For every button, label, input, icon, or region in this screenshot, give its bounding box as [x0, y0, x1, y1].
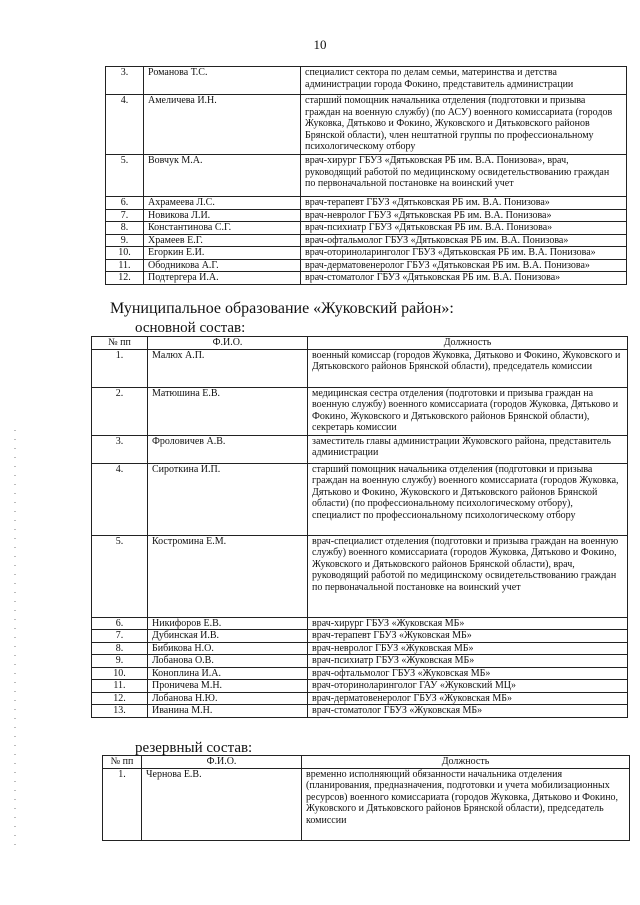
table-row [106, 95, 627, 155]
header-number: № пп [103, 756, 142, 769]
position-text: врач-психиатр ГБУЗ «Дятьковская РБ им. В.А. Понизова» [301, 222, 627, 235]
row-number: 1. [92, 349, 148, 387]
row-number: 5. [92, 535, 148, 617]
table-header-row [92, 337, 628, 350]
row-number: 13. [92, 705, 148, 718]
table-row [92, 705, 628, 718]
person-name: Егоркин Е.И. [144, 247, 301, 260]
person-name: Лобанова Н.Ю. [148, 692, 308, 705]
position-text: медицинская сестра отделения (подготовки и призыва граждан на военную службу) военного комиссариата (городов Жуковка, Дятьково и Фокино, Жуковского и Дятьковского районов Брянской области), секретарь комиссии [308, 387, 628, 435]
person-name: Матюшина Е.В. [148, 387, 308, 435]
row-number: 10. [92, 667, 148, 680]
header-number: № пп [92, 337, 148, 350]
position-text: врач-стоматолог ГБУЗ «Жуковская МБ» [308, 705, 628, 718]
row-number: 12. [92, 692, 148, 705]
position-text: врач-терапевт ГБУЗ «Дятьковская РБ им. В.А. Понизова» [301, 197, 627, 210]
row-number: 11. [106, 259, 144, 272]
table-row [106, 247, 627, 260]
header-position: Должность [308, 337, 628, 350]
table-row [92, 349, 628, 387]
row-number: 7. [106, 209, 144, 222]
row-number: 6. [92, 617, 148, 630]
person-name: Дубинская И.В. [148, 630, 308, 643]
header-name: Ф.И.О. [148, 337, 308, 350]
position-text: врач-хирург ГБУЗ «Дятьковская РБ им. В.А. Понизова», врач, руководящий работой по медицинскому освидетельствованию граждан по первоначальной постановке на воинский учет [301, 155, 627, 197]
page-number: 10 [313, 37, 327, 52]
position-text: старший помощник начальника отделения (подготовки и призыва граждан на военную службу) военного комиссариата (городов Жуковка, Дятьково и Фокино, Жуковского и Дятьковского районов Брянской области) (по профессиональному психологическому отбору), специалист по профессиональному психологическому отбору [308, 463, 628, 535]
table-row [103, 768, 630, 840]
table-row [106, 222, 627, 235]
row-number: 3. [92, 435, 148, 463]
person-name: Бибикова Н.О. [148, 642, 308, 655]
row-number: 1. [103, 768, 142, 840]
person-name: Чернова Е.В. [142, 768, 302, 840]
table-row [92, 680, 628, 693]
row-number: 4. [106, 95, 144, 155]
commission-table-reserve [102, 755, 630, 841]
table-row [92, 667, 628, 680]
row-number: 4. [92, 463, 148, 535]
binding-margin-dots [14, 430, 16, 850]
position-text: врач-дерматовенеролог ГБУЗ «Дятьковская РБ им. В.А. Понизова» [301, 259, 627, 272]
person-name: Фроловичев А.В. [148, 435, 308, 463]
row-number: 9. [106, 234, 144, 247]
commission-table-main [91, 336, 628, 718]
table-row [92, 692, 628, 705]
person-name: Сироткина И.П. [148, 463, 308, 535]
row-number: 2. [92, 387, 148, 435]
table-row [92, 435, 628, 463]
table-row [106, 259, 627, 272]
row-number: 9. [92, 655, 148, 668]
commission-table-dyatkovo [105, 66, 627, 285]
position-text: врач-специалист отделения (подготовки и призыва граждан на военную службу) военного комиссариата (городов Жуковка, Дятьково и Фокино, Жуковского и Дятьковского районов Брянской области), врач, руководящий работой по медицинскому освидетельствованию граждан по первоначальной постановке на воинский учет [308, 535, 628, 617]
position-text: временно исполняющий обязанности начальника отделения (планирования, предназначения, подготовки и учета мобилизационных ресурсов) военного комиссариата (городов Жуковка, Дятьково и Фокино, Жуковского и Дятьковского районов Брянской области), председатель комиссии [302, 768, 630, 840]
reserve-composition-label: резервный состав: [135, 740, 253, 756]
person-name: Ободникова А.Г. [144, 259, 301, 272]
position-text: врач-терапевт ГБУЗ «Жуковская МБ» [308, 630, 628, 643]
person-name: Подтергера И.А. [144, 272, 301, 285]
person-name: Константинова С.Г. [144, 222, 301, 235]
person-name: Амеличева И.Н. [144, 95, 301, 155]
position-text: военный комиссар (городов Жуковка, Дятьково и Фокино, Жуковского и Дятьковского районов Брянской области), председатель комиссии [308, 349, 628, 387]
person-name: Ахрамеева Л.С. [144, 197, 301, 210]
person-name: Костромина Е.М. [148, 535, 308, 617]
person-name: Лобанова О.В. [148, 655, 308, 668]
person-name: Романова Т.С. [144, 67, 301, 95]
row-number: 7. [92, 630, 148, 643]
person-name: Новикова Л.И. [144, 209, 301, 222]
row-number: 5. [106, 155, 144, 197]
main-composition-label: основной состав: [135, 320, 246, 336]
table-row [92, 387, 628, 435]
table-header-row [103, 756, 630, 769]
section-heading: Муниципальное образование «Жуковский район»: [110, 300, 454, 317]
table-row [92, 642, 628, 655]
table-row [106, 272, 627, 285]
position-text: врач-оториноларинголог ГАУ «Жуковский МЦ» [308, 680, 628, 693]
position-text: врач-психиатр ГБУЗ «Жуковская МБ» [308, 655, 628, 668]
table-row [92, 535, 628, 617]
table-row [106, 197, 627, 210]
position-text: врач-офтальмолог ГБУЗ «Дятьковская РБ им. В.А. Понизова» [301, 234, 627, 247]
row-number: 6. [106, 197, 144, 210]
table-row [92, 630, 628, 643]
position-text: врач-офтальмолог ГБУЗ «Жуковская МБ» [308, 667, 628, 680]
table-row [92, 655, 628, 668]
row-number: 12. [106, 272, 144, 285]
row-number: 3. [106, 67, 144, 95]
table-row [92, 463, 628, 535]
table-row [106, 67, 627, 95]
table-row [106, 234, 627, 247]
header-position: Должность [302, 756, 630, 769]
row-number: 8. [106, 222, 144, 235]
row-number: 8. [92, 642, 148, 655]
position-text: заместитель главы администрации Жуковского района, представитель администрации [308, 435, 628, 463]
person-name: Никифоров Е.В. [148, 617, 308, 630]
position-text: врач-дерматовенеролог ГБУЗ «Жуковская МБ» [308, 692, 628, 705]
person-name: Коноплина И.А. [148, 667, 308, 680]
position-text: врач-стоматолог ГБУЗ «Дятьковская РБ им. В.А. Понизова» [301, 272, 627, 285]
table-row [92, 617, 628, 630]
position-text: врач-невролог ГБУЗ «Жуковская МБ» [308, 642, 628, 655]
person-name: Иванина М.Н. [148, 705, 308, 718]
header-name: Ф.И.О. [142, 756, 302, 769]
row-number: 11. [92, 680, 148, 693]
position-text: врач-хирург ГБУЗ «Жуковская МБ» [308, 617, 628, 630]
row-number: 10. [106, 247, 144, 260]
table-row [106, 155, 627, 197]
person-name: Вовчук М.А. [144, 155, 301, 197]
person-name: Храмеев Е.Г. [144, 234, 301, 247]
table-row [106, 209, 627, 222]
position-text: врач-невролог ГБУЗ «Дятьковская РБ им. В.А. Понизова» [301, 209, 627, 222]
position-text: старший помощник начальника отделения (подготовки и призыва граждан на военную службу) (по АСУ) военного комиссариата (городов Жуковка, Дятьково и Фокино, Жуковского и Дятьковского районов Брянской области), член нештатной группы по профессиональному психологическому отбору [301, 95, 627, 155]
person-name: Проничева М.Н. [148, 680, 308, 693]
position-text: специалист сектора по делам семьи, материнства и детства администрации города Фокино, представитель администрации [301, 67, 627, 95]
person-name: Малюх А.П. [148, 349, 308, 387]
position-text: врач-оториноларинголог ГБУЗ «Дятьковская РБ им. В.А. Понизова» [301, 247, 627, 260]
